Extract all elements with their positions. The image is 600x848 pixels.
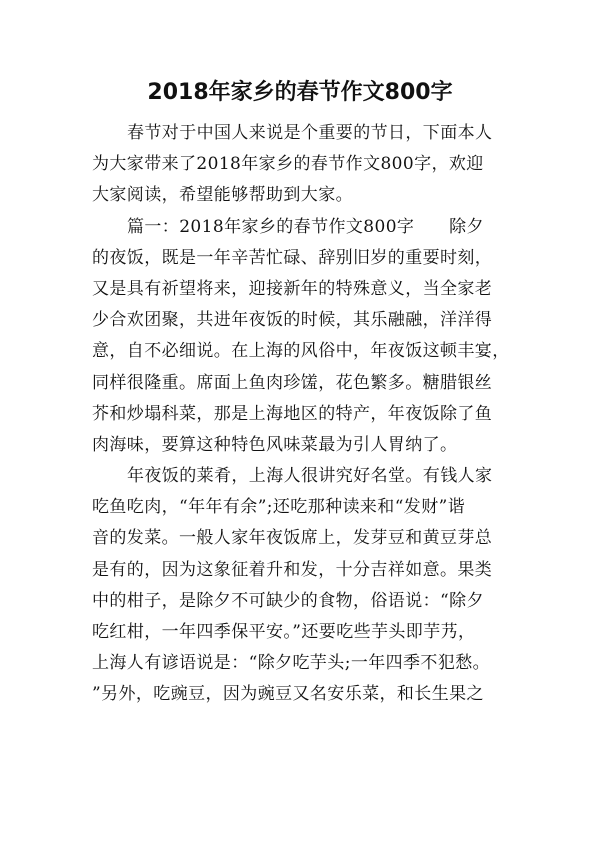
document-body — [92, 118, 522, 711]
text-line: 肉海味，要算这种特色风味菜最为引人胃纳了。 — [92, 434, 458, 455]
text-line: 为大家带来了2018年家乡的春节作文800字，欢迎 — [92, 154, 484, 175]
text-line: 吃鱼吃肉，“年年有余”;还吃那种读来和“发财”谐 — [92, 497, 466, 518]
text-line: ”另外，吃豌豆，因为豌豆又名安乐菜，和长生果之 — [92, 684, 484, 705]
text-line: 篇一：2018年家乡的春节作文800字 除夕 — [127, 216, 484, 237]
text-line: 音的发菜。一般人家年夜饭席上，发芽豆和黄豆芽总 — [92, 528, 493, 549]
document-title: 2018年家乡的春节作文800字 — [147, 80, 453, 105]
text-line: 中的柑子，是除夕不可缺少的食物，俗语说：“除夕 — [92, 590, 484, 611]
text-line: 又是具有祈望将来，迎接新年的特殊意义，当全家老 — [92, 278, 493, 299]
text-line: 意，自不必细说。在上海的风俗中，年夜饭这顿丰宴， — [92, 341, 510, 362]
text-line: 芥和炒塌科菜，那是上海地区的特产，年夜饭除了鱼 — [92, 403, 493, 424]
text-line: 的夜饭，既是一年辛苦忙碌、辞别旧岁的重要时刻， — [92, 247, 493, 268]
text-line: 吃红柑，一年四季保平安。”还要吃些芋头即芋艿， — [92, 622, 476, 642]
text-line: 上海人有谚语说是：“除夕吃芋头;一年四季不犯愁。 — [92, 653, 491, 674]
text-line: 少合欢团聚，共进年夜饭的时候，其乐融融，洋洋得 — [92, 310, 493, 331]
text-line: 年夜饭的莱肴，上海人很讲究好名堂。有钱人家 — [127, 466, 493, 487]
text-line: 同样很隆重。席面上鱼肉珍馐，花色繁多。糖腊银丝 — [92, 372, 493, 393]
text-line: 春节对于中国人来说是个重要的节日，下面本人 — [127, 123, 493, 143]
text-line: 大家阅读，希望能够帮助到大家。 — [92, 185, 353, 206]
text-line: 是有的，因为这象征着升和发，十分吉祥如意。果类 — [92, 559, 493, 580]
